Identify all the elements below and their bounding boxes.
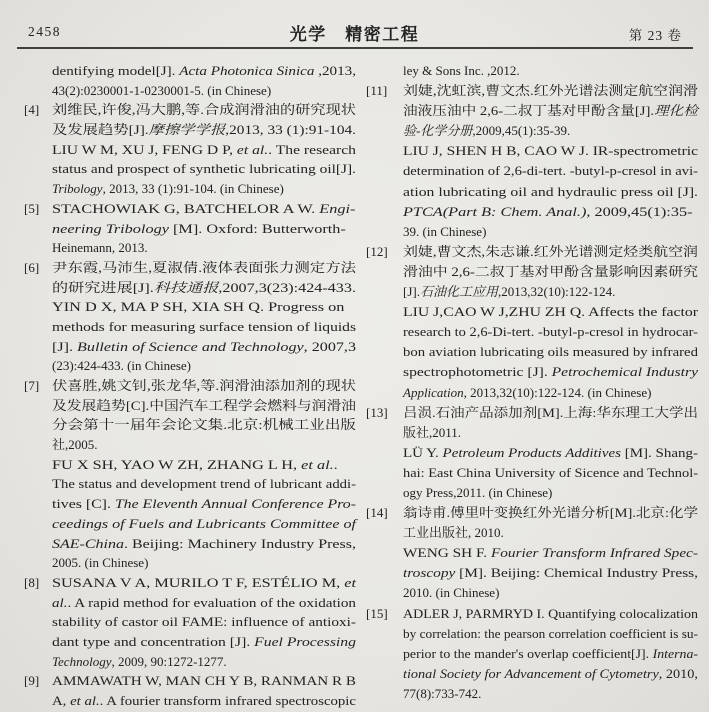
reference-text: determination of 2,6-di-tert. -butyl-p-cresol in avi- (403, 163, 698, 179)
reference-text: dant type and concentration [J]. Fuel Processing (52, 633, 356, 649)
reference-text: 及发展趋势[J].摩擦学学报,2013, 33 (1):91-104. (52, 122, 356, 138)
reference-line (52, 435, 356, 455)
reference-text: 社,2005. (52, 437, 98, 453)
reference-line (24, 258, 356, 278)
reference-text: 刘婕,沈虹滨,曹文杰.红外光谱法测定航空润滑 (403, 83, 698, 99)
reference-line (52, 356, 356, 376)
reference-line (403, 644, 698, 664)
reference-line (52, 297, 356, 317)
reference-line (366, 242, 698, 262)
reference-text: SAE-China. Beijing: Machinery Industry Press, (52, 535, 357, 551)
reference-text: tional Society for Advancement of Cytometry, 2010, (403, 665, 698, 681)
reference-text: Technology, 2009, 90:1272-1277. (52, 653, 227, 669)
reference-number: [14] (366, 505, 388, 521)
reference-text: spectrophotometric [J]. Petrochemical Industry (403, 364, 698, 380)
reference-line (52, 317, 356, 337)
reference-text: 刘婕,曹文杰,朱志谦.红外光谱测定烃类航空润 (403, 243, 698, 259)
reference-line (403, 101, 698, 121)
reference-text: 滑油中 2,6-二叔丁基对甲酚含量影响因素研究 (403, 263, 698, 279)
reference-line (366, 503, 698, 523)
reference-line (403, 423, 698, 443)
reference-text: research to 2,6-Di-tert. -butyl-p-cresol in hydrocar- (403, 324, 698, 340)
reference-number: [5] (24, 200, 40, 216)
reference-line (403, 463, 698, 483)
reference-number: [13] (366, 404, 388, 420)
reference-text: [J].石油化工应用,2013,32(10):122-124. (403, 284, 616, 300)
references-column-right (366, 61, 698, 704)
reference-number: [7] (24, 378, 40, 393)
volume-label: 第 23 卷 (628, 28, 682, 43)
reference-line (403, 161, 698, 181)
reference-line (403, 182, 698, 202)
reference-text: ceedings of Fuels and Lubricants Committee of (52, 515, 356, 531)
reference-line (52, 219, 356, 239)
reference-line (24, 573, 356, 593)
reference-text: ADLER J, PARMRYD I. Quantifying colocalization (403, 605, 698, 621)
reference-line (52, 278, 356, 298)
references-column-left (24, 61, 356, 711)
reference-text: 分会第十一届年会论文集.北京:机械工业出版 (52, 417, 356, 433)
reference-line (403, 302, 698, 322)
reference-line (403, 222, 698, 242)
reference-text: 2010. (in Chinese) (403, 585, 500, 601)
reference-line (403, 362, 698, 382)
reference-text: neering Tribology [M]. Oxford: Butterworth- (52, 220, 346, 236)
reference-text: 的研究进展[J].科技通报,2007,3(23):424-433. (52, 279, 356, 295)
page-number: 2458 (28, 24, 61, 39)
reference-line (52, 474, 356, 494)
reference-text: Heinemann, 2013. (52, 240, 148, 256)
reference-line (403, 583, 698, 603)
reference-text: bon aviation lubricating oils measured by infrared (403, 344, 698, 360)
reference-text: A, et al.. A fourier transform infrared spectroscopic (52, 693, 357, 708)
reference-text: 版社,2011. (403, 424, 462, 440)
reference-line (52, 691, 356, 711)
reference-line (403, 322, 698, 342)
reference-line (403, 624, 698, 644)
reference-text: 及发展趋势[C].中国汽车工程学会燃料与润滑油 (52, 397, 356, 413)
reference-line (24, 671, 356, 691)
reference-line (403, 443, 698, 463)
reference-line (24, 100, 356, 120)
reference-text: status and prospect of synthetic lubricating oil[J]. (52, 161, 356, 177)
reference-text: LIU J,CAO W J,ZHU ZH Q. Affects the factor (403, 304, 698, 320)
reference-line (52, 159, 356, 179)
reference-text: ogy Press,2011. (in Chinese) (403, 484, 553, 500)
reference-line (403, 684, 698, 704)
reference-text: [J]. Bulletin of Science and Technology, 2007,3 (52, 338, 356, 354)
reference-text: ation lubricating oil and hydraulic press oil [J]. (403, 183, 698, 199)
reference-number: [8] (24, 574, 40, 590)
reference-line (52, 337, 356, 357)
reference-text: 油液压油中 2,6-二叔丁基对甲酚含量[J].理化检 (403, 103, 698, 119)
reference-text: AMMAWATH W, MAN CH Y B, RANMAN R B (52, 673, 356, 689)
reference-text: Tribology, 2013, 33 (1):91-104. (in Chinese) (52, 181, 284, 197)
reference-text: LIU J, SHEN H B, CAO W J. IR-spectrometric (403, 143, 698, 159)
reference-line (403, 282, 698, 302)
reference-text: perior to the mander's overlap coefficient[J]. Interna- (403, 645, 698, 661)
reference-line (403, 141, 698, 161)
reference-text: LÜ Y. Petroleum Products Additives [M]. Shang- (403, 444, 698, 460)
reference-text: 尹东霞,马沛生,夏淑倩.液体表面张力测定方法 (52, 259, 356, 275)
reference-line (52, 612, 356, 632)
reference-text: hai: East China University of Sicence and Technol- (403, 464, 698, 480)
reference-line (52, 140, 356, 160)
reference-text: 39. (in Chinese) (403, 223, 487, 239)
reference-text: WENG SH F. Fourier Transform Infrared Spec- (403, 545, 698, 561)
reference-text: 43(2):0230001-1-0230001-5. (in Chinese) (52, 82, 272, 98)
reference-text: STACHOWIAK G, BATCHELOR A W. Engi- (52, 200, 356, 216)
reference-number: [15] (366, 605, 388, 621)
reference-line (403, 61, 698, 81)
journal-title: 光学 精密工程 (289, 25, 420, 44)
reference-text: YIN D X, MA P SH, XIA SH Q. Progress on (52, 299, 345, 315)
reference-text: FU X SH, YAO W ZH, ZHANG L H, et al.. (52, 456, 338, 472)
reference-line (403, 121, 698, 141)
reference-line (403, 664, 698, 684)
reference-number: [11] (366, 83, 388, 99)
reference-line (52, 514, 356, 534)
reference-text: dentifying model[J]. Acta Photonica Sinica ,2013, (52, 63, 356, 78)
reference-text: 2005. (in Chinese) (52, 555, 149, 571)
reference-text: 77(8):733-742. (403, 685, 482, 701)
reference-text: al.. A rapid method for evaluation of the oxidation (52, 594, 357, 610)
reference-text: Application, 2013,32(10):122-124. (in Chinese) (403, 384, 652, 400)
reference-line (403, 262, 698, 282)
reference-text: stability of castor oil FAME: influence of antioxi- (52, 614, 356, 630)
reference-line (366, 403, 698, 423)
reference-line (403, 563, 698, 583)
reference-line (403, 523, 698, 543)
reference-line (366, 81, 698, 101)
reference-text: 刘维民,许俊,冯大鹏,等.合成润滑油的研究现状 (52, 102, 356, 118)
reference-line (52, 179, 356, 199)
reference-text: ley & Sons Inc. ,2012. (403, 63, 520, 78)
reference-text: troscopy [M]. Beijing: Chemical Industry Press, (403, 565, 698, 581)
reference-text: (23):424-433. (in Chinese) (52, 358, 192, 374)
reference-number: [12] (366, 243, 388, 259)
reference-text: SUSANA V A, MURILO T F, ESTÉLIO M, et (52, 574, 356, 590)
reference-line (24, 199, 356, 219)
reference-text: methods for measuring surface tension of liquids (52, 318, 356, 334)
reference-line (52, 494, 356, 514)
reference-line (52, 632, 356, 652)
reference-text: 验-化学分册,2009,45(1):35-39. (403, 123, 571, 139)
reference-text: 伏喜胜,姚文钊,张龙华,等.润滑油添加剂的现状 (52, 378, 356, 393)
reference-text: LIU W M, XU J, FENG D P, et al.. The research (52, 141, 356, 157)
reference-line (52, 652, 356, 672)
reference-text: PTCA(Part B: Chem. Anal.), 2009,45(1):35- (403, 203, 693, 219)
reference-line (403, 483, 698, 503)
reference-line (52, 593, 356, 613)
reference-text: 吕涢.石油产品添加剂[M].上海:华东理工大学出 (403, 404, 698, 420)
reference-number: [4] (24, 102, 40, 118)
header-rule (17, 47, 693, 49)
reference-number: [6] (24, 259, 40, 275)
reference-line (403, 342, 698, 362)
reference-line (24, 376, 356, 396)
reference-text: 工业出版社, 2010. (403, 525, 504, 541)
reference-line (52, 238, 356, 258)
reference-line (403, 383, 698, 403)
reference-number: [9] (24, 673, 40, 689)
reference-text: The status and development trend of lubricant addi- (52, 476, 356, 492)
reference-line (52, 534, 356, 554)
reference-line (366, 604, 698, 624)
reference-line (52, 396, 356, 416)
reference-text: 翁诗甫.傅里叶变换红外光谱分析[M].北京:化学 (403, 505, 698, 521)
reference-line (52, 81, 356, 101)
reference-text: tives [C]. The Eleventh Annual Conference Pro- (52, 496, 356, 512)
reference-line (52, 61, 356, 81)
reference-line (403, 543, 698, 563)
reference-line (52, 415, 356, 435)
reference-line (52, 120, 356, 140)
reference-line (52, 455, 356, 475)
reference-line (403, 202, 698, 222)
reference-text: by correlation: the pearson correlation coefficient is su- (403, 625, 698, 641)
reference-line (52, 553, 356, 573)
